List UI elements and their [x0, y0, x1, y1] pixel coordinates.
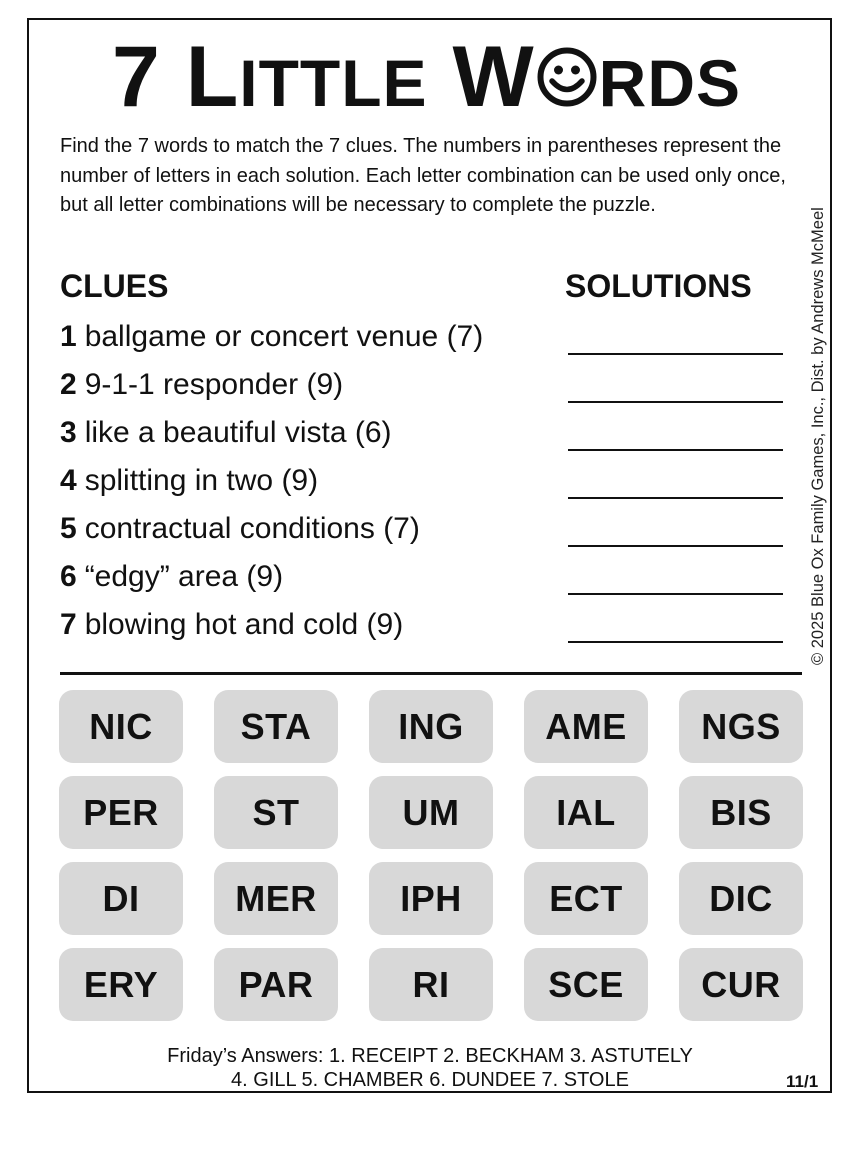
- puzzle-title: [0, 22, 853, 138]
- clue-text: blowing hot and cold (9): [84, 608, 404, 641]
- letter-tile[interactable]: NIC: [59, 690, 183, 763]
- answers-line-2: 4. GILL 5. CHAMBER 6. DUNDEE 7. STOLE: [231, 1069, 629, 1091]
- clue-text: ballgame or concert venue (7): [84, 320, 484, 353]
- solutions-header: SOLUTIONS: [565, 268, 752, 304]
- clue-text: splitting in two (9): [84, 464, 319, 497]
- solution-blank-1[interactable]: [568, 353, 783, 355]
- letter-tile[interactable]: AME: [524, 690, 648, 763]
- letter-tile[interactable]: ERY: [59, 948, 183, 1021]
- letter-tile[interactable]: SCE: [524, 948, 648, 1021]
- letter-tile[interactable]: PAR: [214, 948, 338, 1021]
- title-number: 7: [111, 29, 186, 125]
- clue-3: [60, 416, 392, 450]
- letter-tile[interactable]: STA: [214, 690, 338, 763]
- clue-number: 5: [60, 512, 77, 545]
- letter-tile[interactable]: PER: [59, 776, 183, 849]
- clue-2: [60, 368, 343, 402]
- solution-blank-6[interactable]: [568, 593, 783, 595]
- letter-tile[interactable]: IPH: [369, 862, 493, 935]
- clue-number: 3: [60, 416, 77, 449]
- clue-6: [60, 560, 283, 594]
- solution-blank-2[interactable]: [568, 401, 783, 403]
- answers-line-1: Friday’s Answers: 1. RECEIPT 2. BECKHAM 3. ASTUTELY: [167, 1045, 693, 1067]
- instructions: Find the 7 words to match the 7 clues. The numbers in parentheses represent the number of letters in each solution. Each letter combination can be used only once, but all letter combinations will be necessary to complete the puzzle.: [60, 135, 786, 216]
- solution-blank-5[interactable]: [568, 545, 783, 547]
- copyright-credit: © 2025 Blue Ox Family Games, Inc., Dist. by Andrews McMeel: [809, 207, 827, 665]
- letter-tile[interactable]: IAL: [524, 776, 648, 849]
- letter-tile[interactable]: RI: [369, 948, 493, 1021]
- solution-blank-7[interactable]: [568, 641, 783, 643]
- puzzle-date: 11/1: [786, 1072, 819, 1091]
- letter-tile[interactable]: ING: [369, 690, 493, 763]
- clue-number: 4: [60, 464, 77, 497]
- letter-tile[interactable]: CUR: [679, 948, 803, 1021]
- section-divider: [60, 672, 802, 675]
- previous-answers: [100, 1044, 760, 1092]
- clue-1: [60, 320, 483, 354]
- letter-tile[interactable]: DIC: [679, 862, 803, 935]
- clue-7: [60, 608, 403, 642]
- letter-tile[interactable]: NGS: [679, 690, 803, 763]
- clue-number: 7: [60, 608, 77, 641]
- title-w: W: [452, 29, 535, 125]
- clue-4: [60, 464, 318, 498]
- clue-number: 1: [60, 320, 77, 353]
- clue-text: 9-1-1 responder (9): [84, 368, 344, 401]
- title-ittle: ITTLE: [239, 46, 428, 120]
- clues-header: CLUES: [60, 268, 169, 304]
- smiley-face-icon: [536, 46, 598, 108]
- letter-tile[interactable]: MER: [214, 862, 338, 935]
- title-l: L: [185, 29, 240, 125]
- clue-5: [60, 512, 420, 546]
- letter-tile[interactable]: DI: [59, 862, 183, 935]
- letter-tile[interactable]: BIS: [679, 776, 803, 849]
- solution-blank-3[interactable]: [568, 449, 783, 451]
- title-rds: RDS: [598, 46, 742, 120]
- clue-text: contractual conditions (7): [84, 512, 420, 545]
- clue-number: 2: [60, 368, 77, 401]
- letter-tile[interactable]: ST: [214, 776, 338, 849]
- letter-tile[interactable]: UM: [369, 776, 493, 849]
- clue-text: “edgy” area (9): [84, 560, 284, 593]
- letter-tile[interactable]: ECT: [524, 862, 648, 935]
- clue-number: 6: [60, 560, 77, 593]
- solution-blank-4[interactable]: [568, 497, 783, 499]
- clue-text: like a beautiful vista (6): [84, 416, 392, 449]
